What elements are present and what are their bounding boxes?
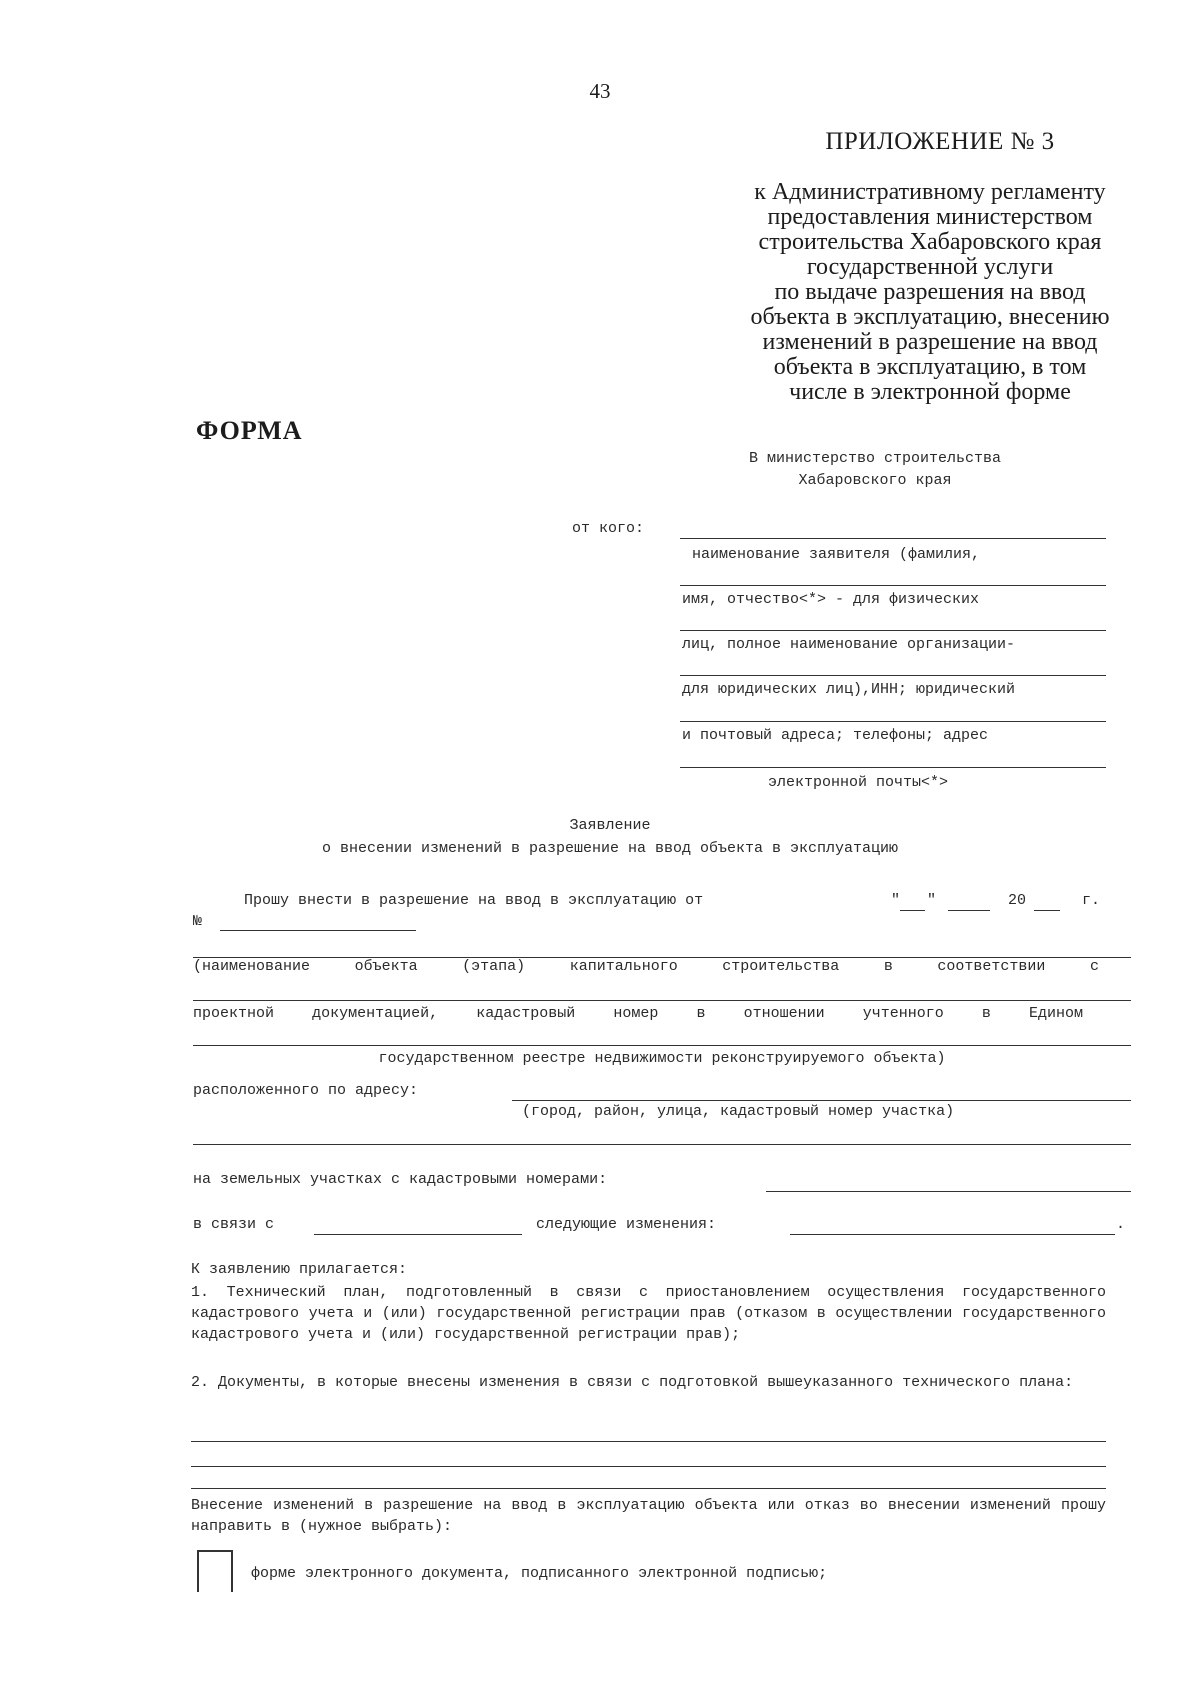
delivery-text: Внесение изменений в разрешение на ввод в эксплуатацию объекта или отказ во внесении изменений прошу направить в (нужное выбрать): <box>191 1497 1106 1535</box>
applicant-hint: и почтовый адреса; телефоны; адрес <box>682 727 989 744</box>
applicant-hint: лиц, полное наименование организации- <box>682 636 1016 653</box>
appendix-subtitle-line: к Административному регламенту <box>754 179 1106 205</box>
appendix-subtitle-line: предоставления министерством <box>767 204 1093 230</box>
due-to-label: в связи с <box>193 1216 275 1233</box>
attachments-input-line[interactable] <box>191 1488 1106 1489</box>
cadastral-numbers-input[interactable] <box>766 1191 1131 1192</box>
object-hint: государственном реестре недвижимости реконструируемого объекта) <box>378 1050 946 1067</box>
land-plots-label: на земельных участках с кадастровыми номерами: <box>193 1171 608 1188</box>
statement-subtitle: о внесении изменений в разрешение на ввод объекта в эксплуатацию <box>321 840 899 857</box>
from-label: от кого: <box>572 520 645 537</box>
electronic-document-option-label: форме электронного документа, подписанного электронной подписью; <box>251 1565 828 1582</box>
applicant-input-line[interactable] <box>680 538 1106 539</box>
changes-period: . <box>1116 1216 1126 1233</box>
permit-number-input[interactable] <box>220 930 416 931</box>
applicant-hint: имя, отчество<*> - для физических <box>682 591 980 608</box>
applicant-hint: для юридических лиц),ИНН; юридический <box>682 681 1016 698</box>
applicant-input-line[interactable] <box>680 675 1106 676</box>
address-input[interactable] <box>512 1100 1131 1101</box>
attachment-item-1: 1. Технический план, подготовленный в связи с приостановлением осуществления государственного кадастрового учета и (или) государственной регистрации прав (отказом в осуществлении государственного кадастрового учета и (или) государственной регистрации прав); <box>191 1284 1106 1343</box>
statement-title: Заявление <box>569 817 651 834</box>
applicant-hint: наименование заявителя (фамилия, <box>692 546 981 563</box>
appendix-subtitle <box>700 180 1160 405</box>
request-text: Прошу внести в разрешение на ввод в эксплуатацию от <box>244 892 704 909</box>
form-label: ФОРМА <box>196 416 303 445</box>
address-input-continuation[interactable] <box>193 1144 1131 1145</box>
page-number: 43 <box>589 79 611 103</box>
attachments-input-line[interactable] <box>191 1466 1106 1467</box>
object-name-input[interactable] <box>193 1000 1131 1001</box>
changes-input[interactable] <box>790 1234 1115 1235</box>
object-hint: проектной документацией, кадастровый номер в отношении учтенного в Едином <box>193 1005 1083 1022</box>
date-year-input[interactable] <box>1034 910 1060 911</box>
date-close-quote: " <box>927 892 937 909</box>
appendix-subtitle-line: по выдаче разрешения на ввод <box>774 279 1086 305</box>
electronic-document-checkbox[interactable] <box>197 1550 233 1592</box>
reason-input[interactable] <box>314 1234 522 1235</box>
object-name-input[interactable] <box>193 1045 1131 1046</box>
applicant-input-line[interactable] <box>680 585 1106 586</box>
appendix-subtitle-line: строительства Хабаровского края <box>758 229 1102 255</box>
applicant-input-line[interactable] <box>680 721 1106 722</box>
addressee-line: В министерство строительства <box>748 450 1002 467</box>
attachments-heading: К заявлению прилагается: <box>191 1261 408 1278</box>
date-open-quote: " <box>891 892 901 909</box>
address-hint: (город, район, улица, кадастровый номер участка) <box>522 1103 955 1120</box>
number-label: № <box>193 913 203 930</box>
date-year-prefix: 20 <box>1008 892 1027 909</box>
date-month-input[interactable] <box>948 910 990 911</box>
appendix-subtitle-line: объекта в эксплуатацию, в том <box>773 354 1087 380</box>
appendix-subtitle-line: изменений в разрешение на ввод <box>762 329 1098 355</box>
addressee-line: Хабаровского края <box>798 472 952 489</box>
applicant-input-line[interactable] <box>680 630 1106 631</box>
changes-label: следующие изменения: <box>536 1216 717 1233</box>
address-label: расположенного по адресу: <box>193 1082 419 1099</box>
applicant-input-line[interactable] <box>680 767 1106 768</box>
date-day-input[interactable] <box>900 910 925 911</box>
attachments-input-line[interactable] <box>191 1441 1106 1442</box>
appendix-subtitle-line: объекта в эксплуатацию, внесению <box>750 304 1110 330</box>
attachment-item-2: 2. Документы, в которые внесены изменения в связи с подготовкой вышеуказанного технического плана: <box>191 1374 1074 1391</box>
applicant-hint: электронной почты<*> <box>768 774 949 791</box>
object-hint: (наименование объекта (этапа) капитального строительства в соответствии с <box>193 958 1099 975</box>
appendix-subtitle-line: государственной услуги <box>806 254 1054 280</box>
appendix-title: ПРИЛОЖЕНИЕ № 3 <box>825 128 1055 155</box>
date-year-suffix: г. <box>1082 892 1101 909</box>
appendix-subtitle-line: числе в электронной форме <box>789 379 1071 405</box>
